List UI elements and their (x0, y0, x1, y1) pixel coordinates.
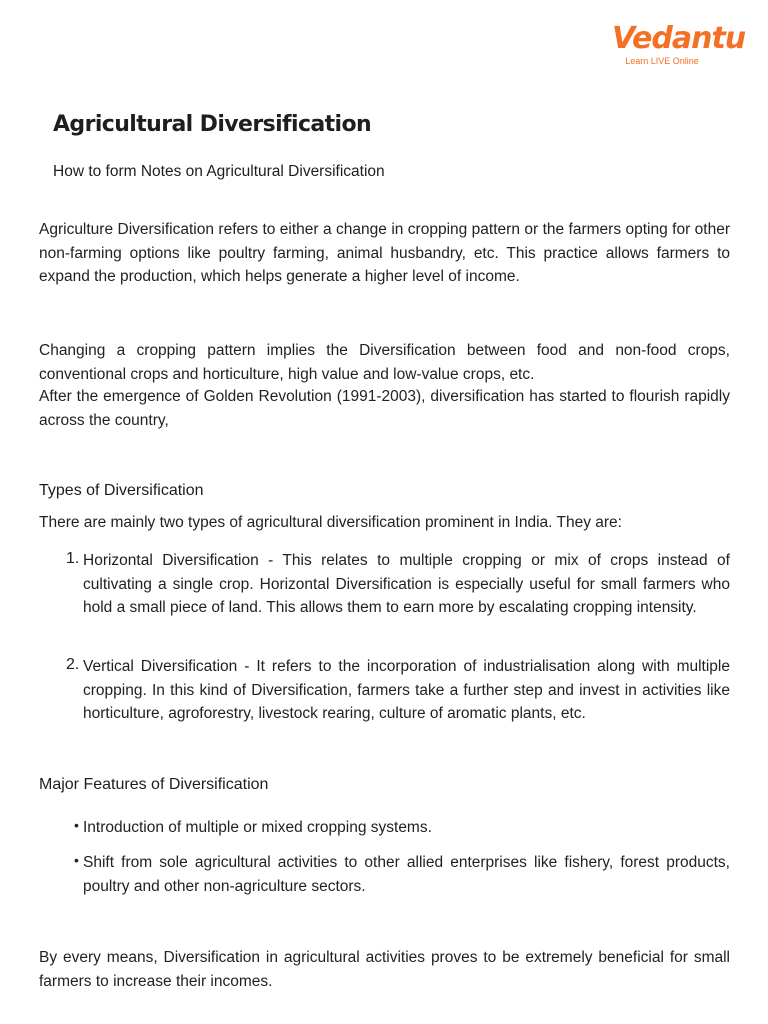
vedantu-logo (612, 21, 746, 67)
bullet-text: Introduction of multiple or mixed cropping systems. (83, 819, 432, 836)
page-title: Agricultural Diversification (53, 112, 372, 137)
bullet-text: Shift from sole agricultural activities to other allied enterprises like fishery, forest products, poultry and other non-agriculture sectors. (83, 854, 730, 895)
definition-vertical: It refers to the incorporation of industrialisation along with multiple cropping. In this kind of Diversification, farmers take a further step and invest in activities like horticulture, agroforestry, livestock rearing, culture of aromatic plants, etc. (83, 658, 730, 722)
bullet-item (74, 816, 730, 840)
list-item-body (83, 549, 730, 620)
list-item-horizontal (66, 549, 730, 620)
definition-horizontal: This relates to multiple cropping or mix of crops instead of cultivating a single crop. Horizontal Diversification is especially useful for small farmers who hold a small piece of land. This allows them to earn more by escalating cropping intensity. (83, 552, 730, 616)
list-item-body (83, 655, 730, 726)
intro-paragraph: Agriculture Diversification refers to either a change in cropping pattern or the farmers opting for other non-farming options like poultry farming, animal husbandry, etc. This practice allows farmers to expand the production, which helps generate a higher level of income. (39, 221, 730, 285)
bullet-dot: • (74, 817, 79, 833)
page-subtitle: How to form Notes on Agricultural Diversification (53, 163, 385, 180)
logo-tagline: Learn LIVE Online (625, 56, 699, 66)
term-vertical: Vertical Diversification - (83, 658, 250, 675)
types-intro: There are mainly two types of agricultural diversification prominent in India. They are: (39, 514, 622, 531)
types-heading: Types of Diversification (39, 482, 204, 499)
list-item-vertical (66, 655, 730, 726)
list-number: 2. (66, 656, 80, 673)
golden-revolution-paragraph: After the emergence of Golden Revolution (1991-2003), diversification has started to flourish rapidly across the country, (39, 388, 730, 429)
cropping-pattern-paragraph: Changing a cropping pattern implies the Diversification between food and non-food crops, conventional crops and horticulture, high value and low-value crops, etc. (39, 342, 730, 383)
bullet-item (74, 851, 730, 898)
features-heading: Major Features of Diversification (39, 776, 269, 793)
logo-wordmark: Vedantu (612, 21, 746, 56)
list-number: 1. (66, 550, 80, 567)
bullet-dot: • (74, 852, 79, 868)
conclusion-paragraph: By every means, Diversification in agricultural activities proves to be extremely beneficial for small farmers to increase their incomes. (39, 949, 730, 990)
term-horizontal: Horizontal Diversification - (83, 552, 274, 569)
